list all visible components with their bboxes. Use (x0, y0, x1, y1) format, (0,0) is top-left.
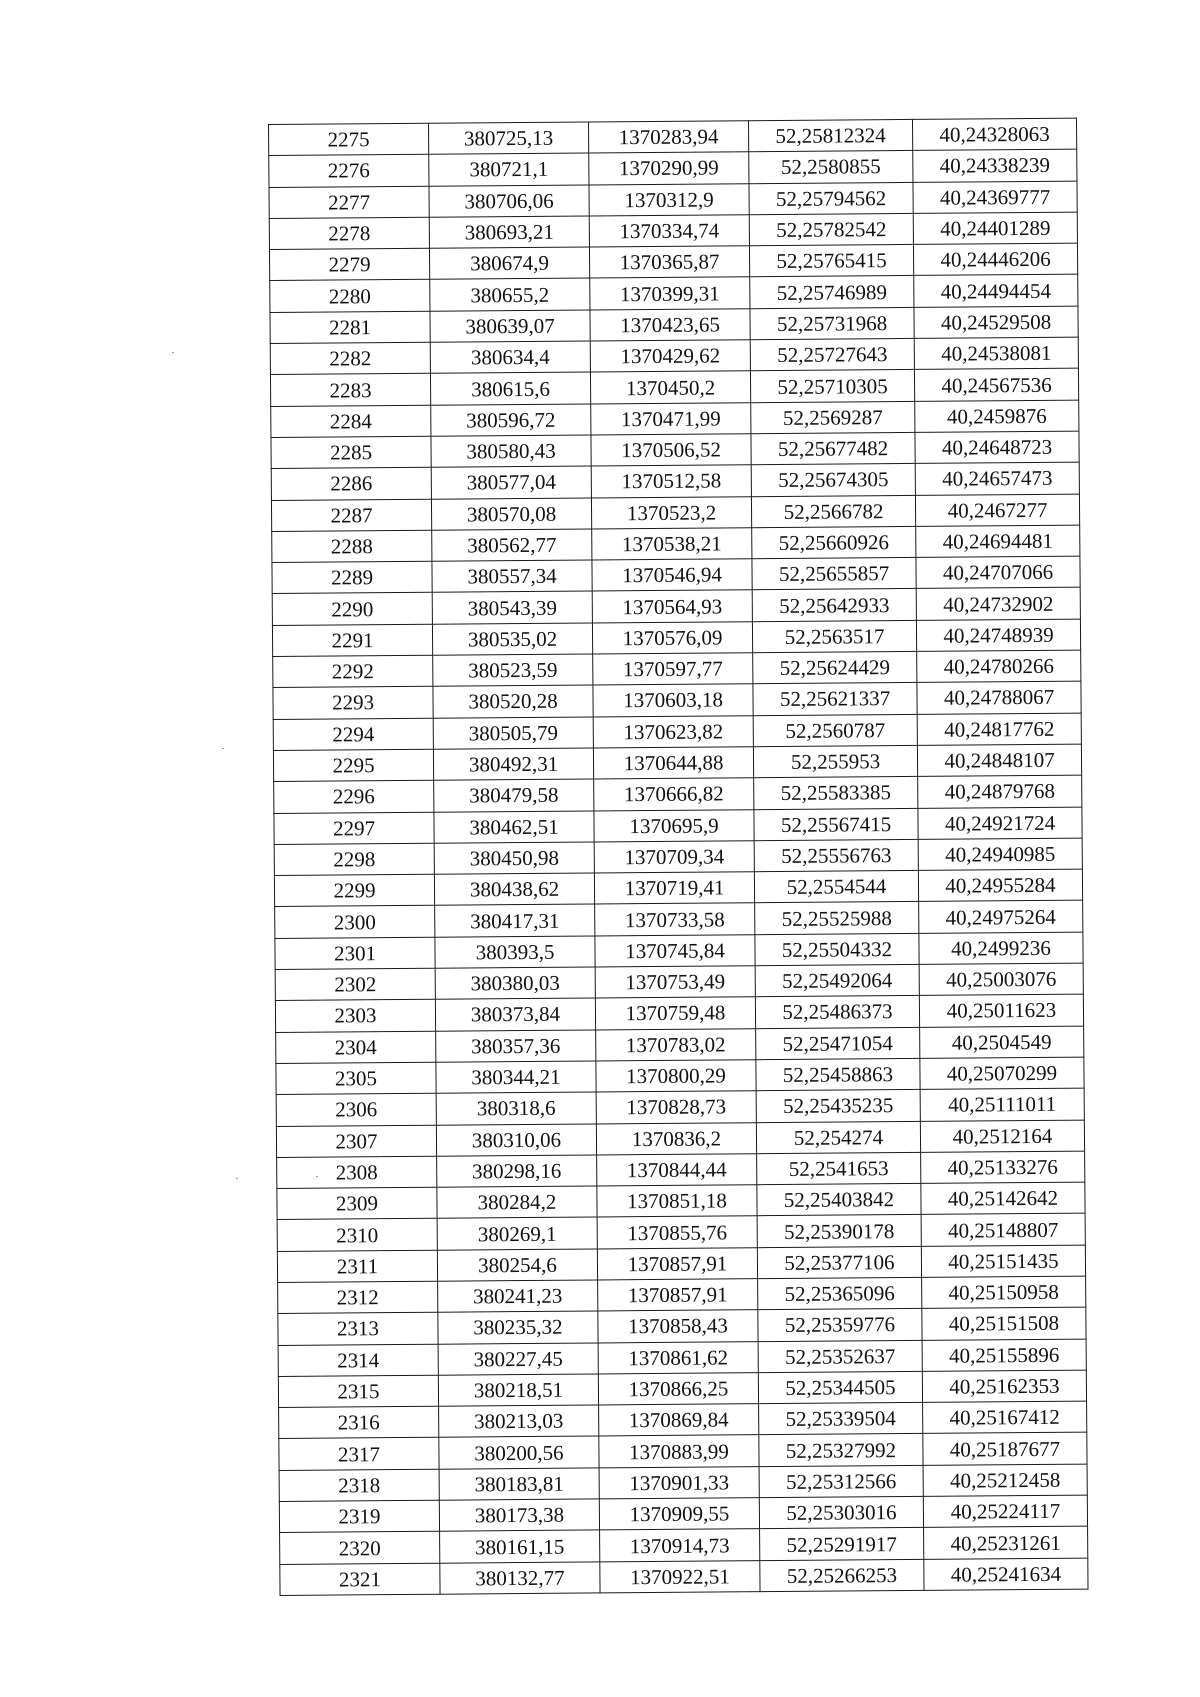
latitude-cell: 52,2566782 (751, 495, 915, 528)
x-coordinate-cell: 380557,34 (432, 560, 592, 593)
point-number-cell: 2306 (276, 1093, 436, 1126)
latitude-cell: 52,25556763 (754, 839, 918, 872)
longitude-cell: 40,25011623 (919, 994, 1083, 1027)
x-coordinate-cell: 380318,6 (436, 1092, 596, 1125)
longitude-cell: 40,24848107 (917, 744, 1081, 777)
longitude-cell: 40,25148807 (921, 1214, 1085, 1247)
longitude-cell: 40,25162353 (922, 1370, 1086, 1403)
longitude-cell: 40,25167412 (923, 1401, 1087, 1434)
latitude-cell: 52,2563517 (752, 620, 916, 653)
y-coordinate-cell: 1370429,62 (590, 340, 750, 373)
point-number-cell: 2293 (273, 687, 433, 720)
longitude-cell: 40,24494454 (914, 275, 1078, 308)
y-coordinate-cell: 1370855,76 (597, 1216, 757, 1249)
y-coordinate-cell: 1370399,31 (590, 277, 750, 310)
longitude-cell: 40,2459876 (915, 400, 1079, 433)
y-coordinate-cell: 1370901,33 (599, 1466, 759, 1499)
y-coordinate-cell: 1370603,18 (593, 684, 753, 717)
point-number-cell: 2308 (277, 1156, 437, 1189)
point-number-cell: 2294 (273, 718, 433, 751)
latitude-cell: 52,25621337 (753, 683, 917, 716)
longitude-cell: 40,24817762 (917, 713, 1081, 746)
y-coordinate-cell: 1370869,84 (599, 1404, 759, 1437)
longitude-cell: 40,24657473 (915, 462, 1079, 495)
x-coordinate-cell: 380438,62 (434, 873, 594, 906)
longitude-cell: 40,25151435 (921, 1245, 1085, 1278)
latitude-cell: 52,25303016 (759, 1496, 923, 1529)
x-coordinate-cell: 380725,13 (428, 122, 588, 155)
latitude-cell: 52,2554544 (754, 871, 918, 904)
y-coordinate-cell: 1370857,91 (598, 1279, 758, 1312)
latitude-cell: 52,25731968 (750, 307, 914, 340)
point-number-cell: 2297 (274, 812, 434, 845)
latitude-cell: 52,25352637 (758, 1340, 922, 1373)
latitude-cell: 52,25344505 (758, 1371, 922, 1404)
x-coordinate-cell: 380562,77 (432, 529, 592, 562)
point-number-cell: 2300 (275, 906, 435, 939)
latitude-cell: 52,25312566 (759, 1465, 923, 1498)
y-coordinate-cell: 1370719,41 (594, 872, 754, 905)
longitude-cell: 40,24694481 (916, 525, 1080, 558)
x-coordinate-cell: 380492,31 (433, 748, 593, 781)
y-coordinate-cell: 1370666,82 (594, 778, 754, 811)
x-coordinate-cell: 380310,06 (436, 1123, 596, 1156)
y-coordinate-cell: 1370883,99 (599, 1435, 759, 1468)
y-coordinate-cell: 1370753,49 (595, 966, 755, 999)
y-coordinate-cell: 1370623,82 (593, 715, 753, 748)
y-coordinate-cell: 1370914,73 (600, 1529, 760, 1562)
latitude-cell: 52,25327992 (759, 1434, 923, 1467)
y-coordinate-cell: 1370733,58 (595, 903, 755, 936)
y-coordinate-cell: 1370800,29 (596, 1060, 756, 1093)
point-number-cell: 2291 (272, 624, 432, 657)
point-number-cell: 2317 (279, 1438, 439, 1471)
x-coordinate-cell: 380132,77 (440, 1562, 600, 1595)
longitude-cell: 40,25111011 (920, 1088, 1084, 1121)
y-coordinate-cell: 1370365,87 (589, 246, 749, 279)
point-number-cell: 2276 (269, 155, 429, 188)
latitude-cell: 52,25674305 (751, 464, 915, 497)
x-coordinate-cell: 380393,5 (435, 936, 595, 969)
longitude-cell: 40,25003076 (919, 963, 1083, 996)
longitude-cell: 40,24975264 (919, 901, 1083, 934)
x-coordinate-cell: 380721,1 (429, 153, 589, 186)
y-coordinate-cell: 1370866,25 (598, 1373, 758, 1406)
latitude-cell: 52,25403842 (757, 1183, 921, 1216)
point-number-cell: 2298 (274, 843, 434, 876)
latitude-cell: 52,2541653 (757, 1152, 921, 1185)
longitude-cell: 40,24648723 (915, 431, 1079, 464)
y-coordinate-cell: 1370858,43 (598, 1310, 758, 1343)
point-number-cell: 2283 (270, 374, 430, 407)
x-coordinate-cell: 380523,59 (433, 654, 593, 687)
y-coordinate-cell: 1370523,2 (591, 496, 751, 529)
x-coordinate-cell: 380183,81 (439, 1468, 599, 1501)
point-number-cell: 2278 (269, 217, 429, 250)
longitude-cell: 40,2499236 (919, 932, 1083, 965)
y-coordinate-cell: 1370312,9 (589, 183, 749, 216)
y-coordinate-cell: 1370851,18 (597, 1185, 757, 1218)
longitude-cell: 40,24328063 (912, 118, 1076, 151)
latitude-cell: 52,25794562 (749, 182, 913, 215)
latitude-cell: 52,25435235 (756, 1090, 920, 1123)
point-number-cell: 2305 (276, 1062, 436, 1095)
longitude-cell: 40,2504549 (920, 1026, 1084, 1059)
latitude-cell: 52,25583385 (754, 777, 918, 810)
latitude-cell: 52,25727643 (750, 339, 914, 372)
point-number-cell: 2285 (271, 436, 431, 469)
longitude-cell: 40,24732902 (916, 588, 1080, 621)
longitude-cell: 40,24955284 (918, 869, 1082, 902)
point-number-cell: 2299 (274, 874, 434, 907)
point-number-cell: 2289 (272, 561, 432, 594)
latitude-cell: 52,25339504 (759, 1403, 923, 1436)
y-coordinate-cell: 1370783,02 (596, 1028, 756, 1061)
scan-speck (316, 1176, 318, 1177)
longitude-cell: 40,24369777 (913, 181, 1077, 214)
y-coordinate-cell: 1370644,88 (593, 747, 753, 780)
latitude-cell: 52,25710305 (750, 370, 914, 403)
longitude-cell: 40,24538081 (914, 337, 1078, 370)
y-coordinate-cell: 1370828,73 (596, 1091, 756, 1124)
x-coordinate-cell: 380505,79 (433, 717, 593, 750)
latitude-cell: 52,25486373 (755, 996, 919, 1029)
x-coordinate-cell: 380173,38 (439, 1499, 599, 1532)
latitude-cell: 52,25458863 (756, 1058, 920, 1091)
point-number-cell: 2281 (270, 311, 430, 344)
point-number-cell: 2286 (271, 467, 431, 500)
point-number-cell: 2302 (275, 968, 435, 1001)
y-coordinate-cell: 1370857,91 (597, 1247, 757, 1280)
latitude-cell: 52,25291917 (760, 1528, 924, 1561)
y-coordinate-cell: 1370909,55 (599, 1498, 759, 1531)
point-number-cell: 2287 (271, 499, 431, 532)
longitude-cell: 40,24529508 (914, 306, 1078, 339)
point-number-cell: 2320 (280, 1532, 440, 1565)
x-coordinate-cell: 380235,32 (438, 1311, 598, 1344)
longitude-cell: 40,25155896 (922, 1339, 1086, 1372)
longitude-cell: 40,24879768 (918, 775, 1082, 808)
longitude-cell: 40,25224117 (923, 1495, 1087, 1528)
latitude-cell: 52,2569287 (751, 401, 915, 434)
longitude-cell: 40,25151508 (922, 1307, 1086, 1340)
point-number-cell: 2288 (272, 530, 432, 563)
latitude-cell: 52,25359776 (758, 1309, 922, 1342)
x-coordinate-cell: 380674,9 (429, 247, 589, 280)
longitude-cell: 40,24567536 (914, 369, 1078, 402)
scan-speck (172, 352, 174, 353)
y-coordinate-cell: 1370538,21 (592, 528, 752, 561)
x-coordinate-cell: 380639,07 (430, 310, 590, 343)
latitude-cell: 52,25492064 (755, 964, 919, 997)
table-row (280, 1558, 1088, 1596)
point-number-cell: 2280 (270, 280, 430, 313)
longitude-cell: 40,24338239 (913, 149, 1077, 182)
x-coordinate-cell: 380535,02 (432, 623, 592, 656)
x-coordinate-cell: 380577,04 (431, 466, 591, 499)
longitude-cell: 40,24780266 (917, 650, 1081, 683)
longitude-cell: 40,24921724 (918, 807, 1082, 840)
y-coordinate-cell: 1370844,44 (597, 1153, 757, 1186)
x-coordinate-cell: 380693,21 (429, 216, 589, 249)
scan-speck (236, 1178, 238, 1179)
x-coordinate-cell: 380344,21 (436, 1061, 596, 1094)
point-number-cell: 2309 (277, 1187, 437, 1220)
x-coordinate-cell: 380570,08 (431, 498, 591, 531)
y-coordinate-cell: 1370861,62 (598, 1341, 758, 1374)
x-coordinate-cell: 380254,6 (437, 1249, 597, 1282)
point-number-cell: 2311 (277, 1250, 437, 1283)
latitude-cell: 52,254274 (756, 1121, 920, 1154)
x-coordinate-cell: 380218,51 (438, 1374, 598, 1407)
y-coordinate-cell: 1370334,74 (589, 215, 749, 248)
point-number-cell: 2292 (273, 655, 433, 688)
longitude-cell: 40,25070299 (920, 1057, 1084, 1090)
point-number-cell: 2316 (279, 1406, 439, 1439)
latitude-cell: 52,25765415 (749, 245, 913, 278)
y-coordinate-cell: 1370695,9 (594, 809, 754, 842)
latitude-cell: 52,25567415 (754, 808, 918, 841)
point-number-cell: 2290 (272, 593, 432, 626)
longitude-cell: 40,25133276 (921, 1151, 1085, 1184)
x-coordinate-cell: 380213,03 (439, 1405, 599, 1438)
longitude-cell: 40,25150958 (922, 1276, 1086, 1309)
latitude-cell: 52,25266253 (760, 1559, 924, 1592)
point-number-cell: 2284 (271, 405, 431, 438)
x-coordinate-cell: 380450,98 (434, 842, 594, 875)
longitude-cell: 40,24401289 (913, 212, 1077, 245)
scan-speck (222, 748, 224, 749)
y-coordinate-cell: 1370759,48 (595, 997, 755, 1030)
y-coordinate-cell: 1370836,2 (596, 1122, 756, 1155)
y-coordinate-cell: 1370512,58 (591, 465, 751, 498)
point-number-cell: 2296 (274, 780, 434, 813)
longitude-cell: 40,24446206 (913, 243, 1077, 276)
point-number-cell: 2275 (269, 123, 429, 156)
x-coordinate-cell: 380241,23 (438, 1280, 598, 1313)
point-number-cell: 2282 (270, 342, 430, 375)
y-coordinate-cell: 1370546,94 (592, 559, 752, 592)
x-coordinate-cell: 380706,06 (429, 185, 589, 218)
point-number-cell: 2303 (275, 1000, 435, 1033)
latitude-cell: 52,25677482 (751, 432, 915, 465)
point-number-cell: 2310 (277, 1219, 437, 1252)
latitude-cell: 52,25365096 (758, 1277, 922, 1310)
latitude-cell: 52,25624429 (753, 651, 917, 684)
point-number-cell: 2304 (276, 1031, 436, 1064)
x-coordinate-cell: 380200,56 (439, 1436, 599, 1469)
x-coordinate-cell: 380227,45 (438, 1343, 598, 1376)
x-coordinate-cell: 380284,2 (437, 1186, 597, 1219)
x-coordinate-cell: 380479,58 (434, 779, 594, 812)
x-coordinate-cell: 380655,2 (430, 278, 590, 311)
y-coordinate-cell: 1370709,34 (594, 841, 754, 874)
longitude-cell: 40,24748939 (916, 619, 1080, 652)
point-number-cell: 2277 (269, 186, 429, 219)
y-coordinate-cell: 1370922,51 (600, 1560, 760, 1593)
longitude-cell: 40,25241634 (924, 1558, 1088, 1591)
x-coordinate-cell: 380298,16 (437, 1155, 597, 1188)
latitude-cell: 52,2580855 (749, 151, 913, 184)
x-coordinate-cell: 380615,6 (430, 372, 590, 405)
latitude-cell: 52,25525988 (755, 902, 919, 935)
y-coordinate-cell: 1370506,52 (591, 434, 751, 467)
point-number-cell: 2314 (278, 1344, 438, 1377)
y-coordinate-cell: 1370745,84 (595, 934, 755, 967)
latitude-cell: 52,25471054 (756, 1027, 920, 1060)
longitude-cell: 40,2512164 (920, 1120, 1084, 1153)
x-coordinate-cell: 380580,43 (431, 435, 591, 468)
x-coordinate-cell: 380380,03 (435, 967, 595, 1000)
y-coordinate-cell: 1370283,94 (588, 121, 748, 154)
x-coordinate-cell: 380462,51 (434, 810, 594, 843)
coordinates-table (268, 118, 1089, 1596)
y-coordinate-cell: 1370576,09 (592, 621, 752, 654)
point-number-cell: 2313 (278, 1312, 438, 1345)
x-coordinate-cell: 380269,1 (437, 1217, 597, 1250)
x-coordinate-cell: 380520,28 (433, 685, 593, 718)
latitude-cell: 52,2560787 (753, 714, 917, 747)
x-coordinate-cell: 380634,4 (430, 341, 590, 374)
longitude-cell: 40,2467277 (915, 494, 1079, 527)
latitude-cell: 52,25655857 (752, 558, 916, 591)
y-coordinate-cell: 1370597,77 (593, 653, 753, 686)
x-coordinate-cell: 380543,39 (432, 591, 592, 624)
x-coordinate-cell: 380417,31 (435, 904, 595, 937)
longitude-cell: 40,24707066 (916, 556, 1080, 589)
point-number-cell: 2301 (275, 937, 435, 970)
point-number-cell: 2319 (279, 1500, 439, 1533)
latitude-cell: 52,25390178 (757, 1215, 921, 1248)
latitude-cell: 52,25660926 (752, 526, 916, 559)
point-number-cell: 2318 (279, 1469, 439, 1502)
y-coordinate-cell: 1370423,65 (590, 309, 750, 342)
point-number-cell: 2295 (273, 749, 433, 782)
longitude-cell: 40,25187677 (923, 1433, 1087, 1466)
x-coordinate-cell: 380161,15 (440, 1530, 600, 1563)
point-number-cell: 2315 (278, 1375, 438, 1408)
x-coordinate-cell: 380357,36 (436, 1030, 596, 1063)
longitude-cell: 40,25142642 (921, 1182, 1085, 1215)
latitude-cell: 52,25642933 (752, 589, 916, 622)
latitude-cell: 52,25504332 (755, 933, 919, 966)
x-coordinate-cell: 380596,72 (431, 404, 591, 437)
latitude-cell: 52,25377106 (757, 1246, 921, 1279)
latitude-cell: 52,25782542 (749, 213, 913, 246)
latitude-cell: 52,25812324 (748, 119, 912, 152)
x-coordinate-cell: 380373,84 (435, 998, 595, 1031)
latitude-cell: 52,25746989 (750, 276, 914, 309)
point-number-cell: 2279 (269, 248, 429, 281)
y-coordinate-cell: 1370471,99 (591, 402, 751, 435)
longitude-cell: 40,25231261 (924, 1526, 1088, 1559)
point-number-cell: 2312 (278, 1281, 438, 1314)
point-number-cell: 2307 (276, 1125, 436, 1158)
longitude-cell: 40,25212458 (923, 1464, 1087, 1497)
longitude-cell: 40,24788067 (917, 681, 1081, 714)
y-coordinate-cell: 1370450,2 (590, 371, 750, 404)
y-coordinate-cell: 1370290,99 (589, 152, 749, 185)
y-coordinate-cell: 1370564,93 (592, 590, 752, 623)
coordinates-table-body (269, 118, 1089, 1595)
latitude-cell: 52,255953 (753, 745, 917, 778)
point-number-cell: 2321 (280, 1563, 440, 1596)
longitude-cell: 40,24940985 (918, 838, 1082, 871)
